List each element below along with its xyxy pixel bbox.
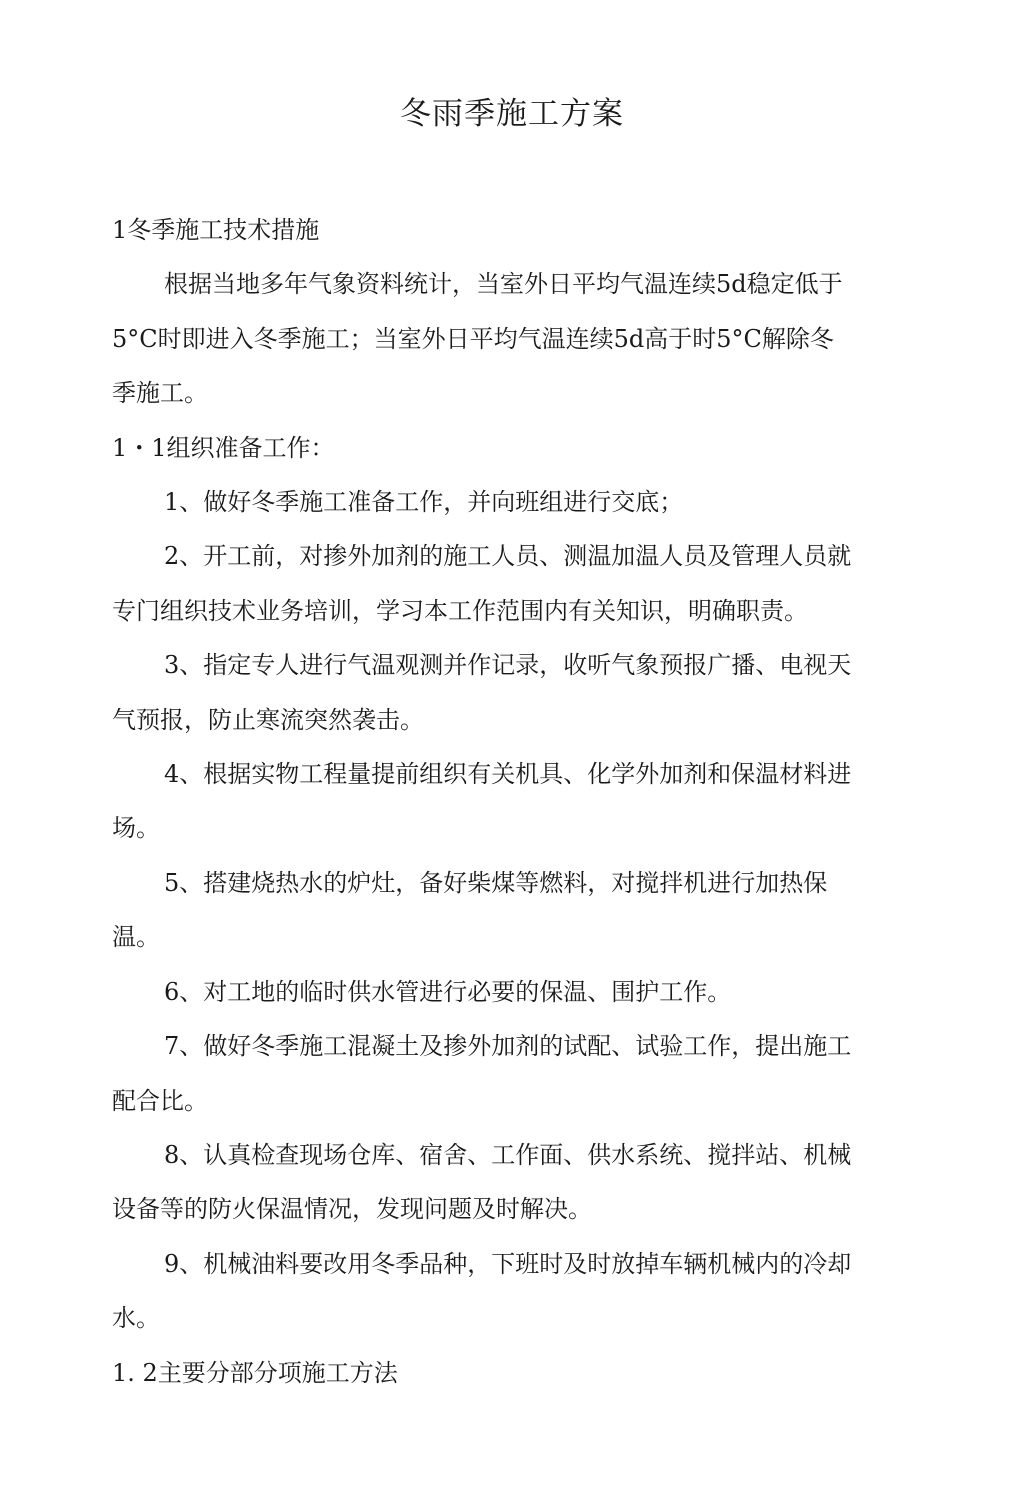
list-item: 8、认真检查现场仓库、宿舍、工作面、供水系统、搅拌站、机械设备等的防火保温情况，发现问题及时解决。: [112, 1140, 852, 1224]
list-item: 6、对工地的临时供水管进行必要的保温、围护工作。: [164, 977, 732, 1006]
list-item: 5、搭建烧热水的炉灶，备好柴煤等燃料，对搅拌机进行加热保温。: [112, 868, 828, 952]
section-heading: 1冬季施工技术措施: [112, 216, 320, 244]
paragraph: 根据当地多年气象资料统计，当室外日平均气温连续5d稳定低于5°C时即进入冬季施工；当室外日平均气温连续5d高于时5°C解除冬季施工。: [112, 270, 843, 408]
document-title: 冬雨季施工方案: [400, 96, 624, 132]
list-item: 4、根据实物工程量提前组织有关机具、化学外加剂和保温材料进场。: [112, 760, 852, 843]
document-body: [112, 203, 857, 1400]
list-item: 3、指定专人进行气温观测并作记录，收听气象预报广播、电视天气预报，防止寒流突然袭击。: [112, 651, 852, 734]
list-item: 7、做好冬季施工混凝土及掺外加剂的试配、试验工作，提出施工配合比。: [112, 1032, 852, 1115]
list-item: 1、做好冬季施工准备工作，并向班组进行交底；: [164, 488, 684, 517]
list-item: 2、开工前，对掺外加剂的施工人员、测温加温人员及管理人员就专门组织技术业务培训，学习本工作范围内有关知识，明确职责。: [112, 542, 852, 625]
subsection-heading: 1. 2主要分部分项施工方法: [112, 1358, 398, 1387]
subsection-heading: 1・1组织准备工作：: [112, 433, 335, 462]
list-item: 9、机械油料要改用冬季品种，下班时及时放掉车辆机械内的冷却水。: [112, 1249, 852, 1333]
